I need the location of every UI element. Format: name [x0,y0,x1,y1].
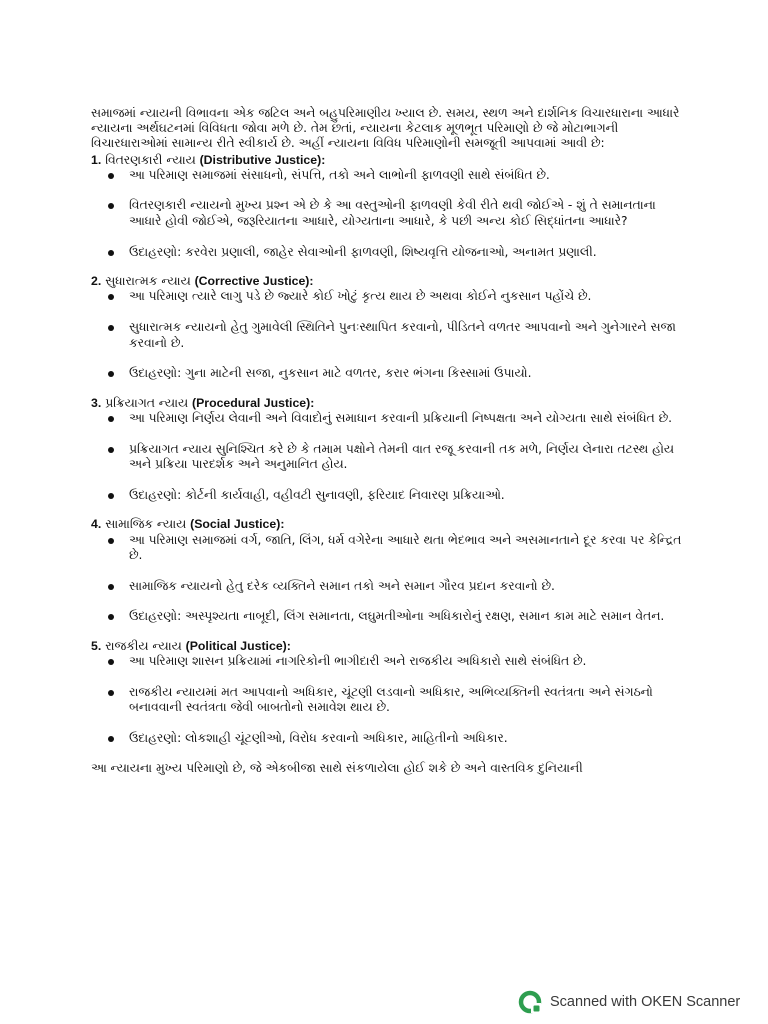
scanner-watermark-text: Scanned with OKEN Scanner [550,994,741,1010]
section [91,517,691,625]
bullet-item [91,168,691,184]
bullet-dot-icon [108,203,114,209]
section [91,639,691,747]
section-number: 4. [91,517,102,532]
bullet-dot-icon [108,584,114,590]
section-heading [91,639,691,654]
bullet-item [91,579,691,595]
bullet-text: આ પરિમાણ સમાજમાં વર્ગ, જાતિ, લિંગ, ધર્મ વગેરેના આધારે થતા ભેદભાવ અને અસમાનતાને દૂર કરવા પર કેન્દ્રિત છે. [129,532,682,563]
bullet-text: ઉદાહરણો: લોકશાહી ચૂંટણીઓ, વિરોધ કરવાનો અધિકાર, માહિતીનો અધિકાર. [129,730,508,745]
bullet-dot-icon [108,659,114,665]
bullet-text: વિતરણકારી ન્યાયનો મુખ્ય પ્રશ્ન એ છે કે આ વસ્તુઓની ફાળવણી કેવી રીતે થવી જોઈએ - શું તે સમાનતાના આધારે હોવી જોઈએ, જરૂરિયાતના આધારે, યોગ્યતાના આધારે, કે પછી અન્ય કોઈ સિદ્ધાંતના આધારે? [129,198,656,228]
bullet-dot-icon [108,294,114,300]
section-title-gujarati: વિતરણકારી ન્યાય [105,152,196,167]
bullet-dot-icon [108,416,114,422]
bullet-item [91,198,691,229]
bullet-text: આ પરિમાણ નિર્ણય લેવાની અને વિવાદોનું સમાધાન કરવાની પ્રક્રિયાની નિષ્પક્ષતા અને યોગ્યતા સાથે સંબંધિત છે. [129,410,673,425]
bullet-list [91,654,691,746]
bullet-item [91,533,691,564]
bullet-item [91,488,691,504]
section-title-gujarati: સામાજિક ન્યાય [105,517,187,532]
bullet-text: આ પરિમાણ સમાજમાં સંસાધનો, સંપત્તિ, તકો અને લાભોની ફાળવણી સાથે સંબંધિત છે. [129,167,550,182]
bullet-item [91,366,691,382]
bullet-list [91,168,691,260]
sections-container [91,153,691,747]
section-title-english: (Distributive Justice): [199,152,326,167]
bullet-dot-icon [108,690,114,696]
section-number: 1. [91,152,102,167]
bullet-dot-icon [108,173,114,179]
section [91,274,691,382]
section-title-gujarati: રાજકીય ન્યાય [105,638,182,653]
bullet-text: ઉદાહરણો: ગુના માટેની સજા, નુકસાન માટે વળતર, કરાર ભંગના કિસ્સામાં ઉપાયો. [129,366,532,381]
bullet-dot-icon [108,447,114,453]
bullet-dot-icon [108,250,114,256]
section-number: 5. [91,638,102,653]
section-heading [91,274,691,289]
bullet-text: આ પરિમાણ શાસન પ્રક્રિયામાં નાગરિકોની ભાગીદારી અને રાજકીય અધિકારો સાથે સંબંધિત છે. [129,654,587,669]
bullet-item [91,609,691,625]
document-page [91,106,691,776]
bullet-text: ઉદાહરણો: અસ્પૃશ્યતા નાબૂદી, લિંગ સમાનતા, લઘુમતીઓના અધિકારોનું રક્ષણ, સમાન કામ માટે સમાન વેતન. [129,609,665,624]
section-title-english: (Procedural Justice): [192,395,315,410]
bullet-list [91,411,691,503]
section-title-english: (Corrective Justice): [194,274,314,289]
bullet-dot-icon [108,325,114,331]
bullet-dot-icon [108,736,114,742]
bullet-item [91,442,691,473]
bullet-dot-icon [108,493,114,499]
bullet-text: રાજકીય ન્યાયમાં મત આપવાનો અધિકાર, ચૂંટણી લડવાનો અધિકાર, અભિવ્યક્તિની સ્વતંત્રતા અને સંગઠનો બનાવવાની સ્વતંત્રતા જેવી બાબતોનો સમાવેશ થાય છે. [129,684,653,715]
bullet-text: ઉદાહરણો: કોર્ટની કાર્યવાહી, વહીવટી સુનાવણી, ફરિયાદ નિવારણ પ્રક્રિયાઓ. [129,487,505,502]
bullet-item [91,411,691,427]
scanner-watermark [518,990,740,1014]
bullet-dot-icon [108,371,114,377]
section-number: 2. [91,274,102,289]
bullet-item [91,320,691,351]
closing-paragraph: આ ન્યાયના મુખ્ય પરિમાણો છે, જે એકબીજા સાથે સંકળાયેલા હોઈ શકે છે અને વાસ્તવિક દુનિયાની [91,760,583,775]
oken-scanner-logo-icon [518,990,542,1014]
section-title-gujarati: પ્રક્રિયાગત ન્યાય [105,395,189,410]
section-heading [91,396,691,411]
section-number: 3. [91,395,102,410]
bullet-item [91,245,691,261]
bullet-item [91,685,691,716]
section [91,153,691,261]
section [91,396,691,504]
bullet-item [91,289,691,305]
bullet-dot-icon [108,538,114,544]
bullet-text: આ પરિમાણ ત્યારે લાગુ પડે છે જ્યારે કોઈ ખોટું કૃત્ય થાય છે અથવા કોઈને નુકસાન પહોંચે છે. [129,289,592,304]
bullet-text: ઉદાહરણો: કરવેરા પ્રણાલી, જાહેર સેવાઓની ફાળવણી, શિષ્યવૃત્તિ યોજનાઓ, અનામત પ્રણાલી. [129,244,597,259]
intro-paragraph: સમાજમાં ન્યાયની વિભાવના એક જટિલ અને બહુપરિમાણીય ખ્યાલ છે. સમય, સ્થળ અને દાર્શનિક વિચારધારાના આધારે ન્યાયના અર્થઘટનમાં વિવિધતા જોવા મળે છે. તેમ છતાં, ન્યાયના કેટલાક મૂળભૂત પરિમાણો છે જે મોટાભાગની વિચારધારાઓમાં સામાન્ય રીતે સ્વીકાર્ય છે. અહીં ન્યાયના વિવિધ પરિમાણોની સમજૂતી આપવામાં આવી છે: [91,106,680,151]
bullet-list [91,289,691,381]
section-title-english: (Social Justice): [190,517,285,532]
section-heading [91,517,691,532]
section-title-gujarati: સુધારાત્મક ન્યાય [105,274,191,289]
bullet-item [91,731,691,747]
section-heading [91,153,691,168]
section-title-english: (Political Justice): [185,638,291,653]
bullet-item [91,654,691,670]
bullet-text: સામાજિક ન્યાયનો હેતુ દરેક વ્યક્તિને સમાન તકો અને સમાન ગૌરવ પ્રદાન કરવાનો છે. [129,578,555,593]
bullet-dot-icon [108,614,114,620]
bullet-list [91,533,691,625]
bullet-text: પ્રક્રિયાગત ન્યાય સુનિશ્ચિત કરે છે કે તમામ પક્ષોને તેમની વાત રજૂ કરવાની તક મળે, નિર્ણય લેનારા તટસ્થ હોય અને પ્રક્રિયા પારદર્શક અને અનુમાનિત હોય. [129,441,675,472]
bullet-text: સુધારાત્મક ન્યાયનો હેતુ ગુમાવેલી સ્થિતિને પુનઃસ્થાપિત કરવાનો, પીડિતને વળતર આપવાનો અને ગુનેગારને સજા કરવાનો છે. [129,319,676,350]
